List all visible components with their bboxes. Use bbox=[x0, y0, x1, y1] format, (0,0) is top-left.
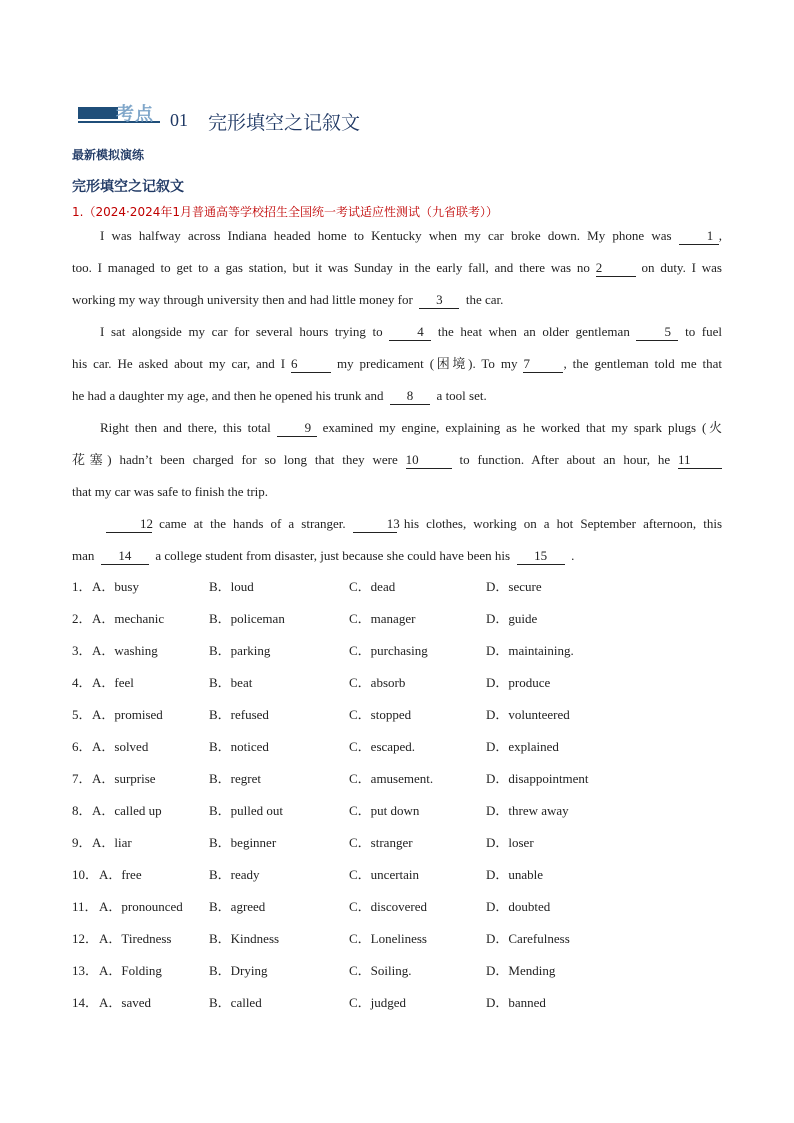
passage-line: that my car was safe to finish the trip. bbox=[72, 484, 269, 499]
option-b[interactable]: B．noticed bbox=[209, 739, 269, 754]
option-b[interactable]: B．loud bbox=[209, 579, 254, 594]
blank-7[interactable]: 7 bbox=[523, 356, 563, 373]
option-c[interactable]: C．purchasing bbox=[349, 643, 428, 658]
option-d[interactable]: D．secure bbox=[486, 579, 542, 594]
option-b[interactable]: B．agreed bbox=[209, 899, 266, 914]
question-source: 1.（2024·2024年1月普通高等学校招生全国统一考试适应性测试（九省联考）） bbox=[72, 205, 498, 219]
option-row bbox=[72, 641, 722, 661]
passage-line: working my way through university then and had little money for 3 the car. bbox=[72, 292, 504, 307]
option-row bbox=[72, 897, 722, 917]
option-row bbox=[72, 833, 722, 853]
option-b[interactable]: B．ready bbox=[209, 867, 260, 882]
option-row bbox=[72, 801, 722, 821]
blank-11[interactable]: 11 bbox=[678, 452, 722, 469]
question-number: 3． bbox=[72, 643, 92, 658]
question-number: 8． bbox=[72, 803, 92, 818]
option-row bbox=[72, 929, 722, 949]
option-b[interactable]: B．regret bbox=[209, 771, 261, 786]
option-b[interactable]: B．pulled out bbox=[209, 803, 284, 818]
option-d[interactable]: D．loser bbox=[486, 835, 534, 850]
blank-12[interactable]: 12 bbox=[106, 516, 152, 533]
option-a[interactable]: A．solved bbox=[92, 739, 149, 754]
blank-10[interactable]: 10 bbox=[406, 452, 452, 469]
subheading: 最新模拟演练 bbox=[72, 148, 145, 162]
option-row bbox=[72, 737, 722, 757]
option-a[interactable]: A．mechanic bbox=[92, 611, 165, 626]
passage-line: 花塞) hadn’t been charged for so long that they were 10 to function. After about an hour, he 11 bbox=[72, 450, 722, 470]
question-number: 7． bbox=[72, 771, 92, 786]
option-c[interactable]: C．absorb bbox=[349, 675, 406, 690]
option-d[interactable]: D．produce bbox=[486, 675, 551, 690]
blank-6[interactable]: 6 bbox=[291, 356, 331, 373]
question-number: 11． bbox=[72, 899, 98, 914]
blank-4[interactable]: 4 bbox=[389, 324, 431, 341]
blank-13[interactable]: 13 bbox=[353, 516, 397, 533]
option-b[interactable]: B．beat bbox=[209, 675, 253, 690]
topic-number: 01 bbox=[170, 110, 188, 130]
header-bar-decoration bbox=[78, 107, 118, 119]
question-number: 9． bbox=[72, 835, 92, 850]
option-d[interactable]: D．unable bbox=[486, 867, 544, 882]
option-d[interactable]: D．disappointment bbox=[486, 771, 589, 786]
passage-line: too. I managed to get to a gas station, but it was Sunday in the early fall, and there was no 2 on duty. I was bbox=[72, 260, 722, 275]
option-a[interactable]: A．surprise bbox=[92, 771, 156, 786]
option-c[interactable]: C．dead bbox=[349, 579, 396, 594]
option-c[interactable]: C．stopped bbox=[349, 707, 412, 722]
option-c[interactable]: C．Soiling. bbox=[349, 963, 412, 978]
option-c[interactable]: C．escaped. bbox=[349, 739, 416, 754]
question-number: 2． bbox=[72, 611, 92, 626]
option-d[interactable]: D．explained bbox=[486, 739, 559, 754]
passage-line: man 14 a college student from disaster, just because she could have been his 15 . bbox=[72, 548, 575, 563]
option-row bbox=[72, 673, 722, 693]
option-a[interactable]: A．liar bbox=[92, 835, 132, 850]
option-row bbox=[72, 961, 722, 981]
passage-line: I sat alongside my car for several hours trying to 4 the heat when an older gentleman 5 to fuel bbox=[100, 324, 723, 339]
option-c[interactable]: C．stranger bbox=[349, 835, 413, 850]
question-number: 12． bbox=[72, 931, 99, 946]
passage-line: his car. He asked about my car, and I 6 my predicament (困境). To my 7 , the gentleman told me that bbox=[72, 356, 723, 371]
topic-header bbox=[76, 100, 396, 134]
option-d[interactable]: D．threw away bbox=[486, 803, 569, 818]
option-a[interactable]: A．feel bbox=[92, 675, 134, 690]
option-a[interactable]: A．promised bbox=[92, 707, 163, 722]
blank-1[interactable]: 1 bbox=[679, 228, 719, 245]
passage-line: he had a daughter my age, and then he opened his trunk and 8 a tool set. bbox=[72, 388, 487, 403]
question-number: 4． bbox=[72, 675, 92, 690]
option-b[interactable]: B．Kindness bbox=[209, 931, 280, 946]
question-number: 1． bbox=[72, 579, 92, 594]
blank-9[interactable]: 9 bbox=[277, 420, 317, 437]
option-b[interactable]: B．Drying bbox=[209, 963, 268, 978]
option-c[interactable]: C．judged bbox=[349, 995, 407, 1010]
option-a[interactable]: A．called up bbox=[92, 803, 162, 818]
passage-line: Right then and there, this total 9 examined my engine, explaining as he worked that my spark plugs (火 bbox=[100, 420, 723, 435]
option-d[interactable]: D．banned bbox=[486, 995, 546, 1010]
option-b[interactable]: B．policeman bbox=[209, 611, 285, 626]
blank-15[interactable]: 15 bbox=[517, 548, 565, 565]
option-c[interactable]: C．manager bbox=[349, 611, 416, 626]
option-d[interactable]: D．maintaining. bbox=[486, 643, 574, 658]
option-b[interactable]: B．parking bbox=[209, 643, 271, 658]
option-a[interactable]: A．busy bbox=[92, 579, 139, 594]
option-d[interactable]: D．doubted bbox=[486, 899, 551, 914]
blank-14[interactable]: 14 bbox=[101, 548, 149, 565]
option-a[interactable]: A．Tiredness bbox=[99, 931, 172, 946]
blank-5[interactable]: 5 bbox=[636, 324, 678, 341]
option-c[interactable]: C．amusement. bbox=[349, 771, 434, 786]
option-a[interactable]: A．saved bbox=[99, 995, 151, 1010]
topic-badge: 考点 bbox=[116, 104, 154, 125]
option-c[interactable]: C．put down bbox=[349, 803, 420, 818]
option-row bbox=[72, 769, 722, 789]
option-a[interactable]: A．washing bbox=[92, 643, 158, 658]
option-row bbox=[72, 577, 722, 597]
question-number: 10． bbox=[72, 867, 99, 882]
option-a[interactable]: A．Folding bbox=[99, 963, 162, 978]
question-number: 14． bbox=[72, 995, 99, 1010]
option-b[interactable]: B．beginner bbox=[209, 835, 277, 850]
blank-3[interactable]: 3 bbox=[419, 292, 459, 309]
option-a[interactable]: A．free bbox=[99, 867, 142, 882]
passage-line: 12 came at the hands of a stranger. 13 his clothes, working on a hot September afternoon, this bbox=[72, 514, 722, 534]
blank-2[interactable]: 2 bbox=[596, 260, 636, 277]
passage-line: I was halfway across Indiana headed home to Kentucky when my car broke down. My phone was 1 , bbox=[100, 228, 722, 243]
option-row bbox=[72, 609, 722, 629]
option-d[interactable]: D．Mending bbox=[486, 963, 556, 978]
option-c[interactable]: C．uncertain bbox=[349, 867, 420, 882]
option-row bbox=[72, 705, 722, 725]
question-number: 6． bbox=[72, 739, 92, 754]
option-c[interactable]: C．Loneliness bbox=[349, 931, 427, 946]
option-b[interactable]: B．refused bbox=[209, 707, 269, 722]
option-d[interactable]: D．volunteered bbox=[486, 707, 570, 722]
option-b[interactable]: B．called bbox=[209, 995, 262, 1010]
option-a[interactable]: A．pronounced bbox=[99, 899, 183, 914]
section-title: 完形填空之记叙文 bbox=[72, 179, 184, 195]
question-number: 5． bbox=[72, 707, 92, 722]
blank-8[interactable]: 8 bbox=[390, 388, 430, 405]
option-d[interactable]: D．guide bbox=[486, 611, 538, 626]
topic-title: 完形填空之记叙文 bbox=[208, 112, 361, 134]
option-row bbox=[72, 993, 722, 1013]
option-row bbox=[72, 865, 722, 885]
option-c[interactable]: C．discovered bbox=[349, 899, 427, 914]
question-number: 13． bbox=[72, 963, 99, 978]
option-d[interactable]: D．Carefulness bbox=[486, 931, 570, 946]
